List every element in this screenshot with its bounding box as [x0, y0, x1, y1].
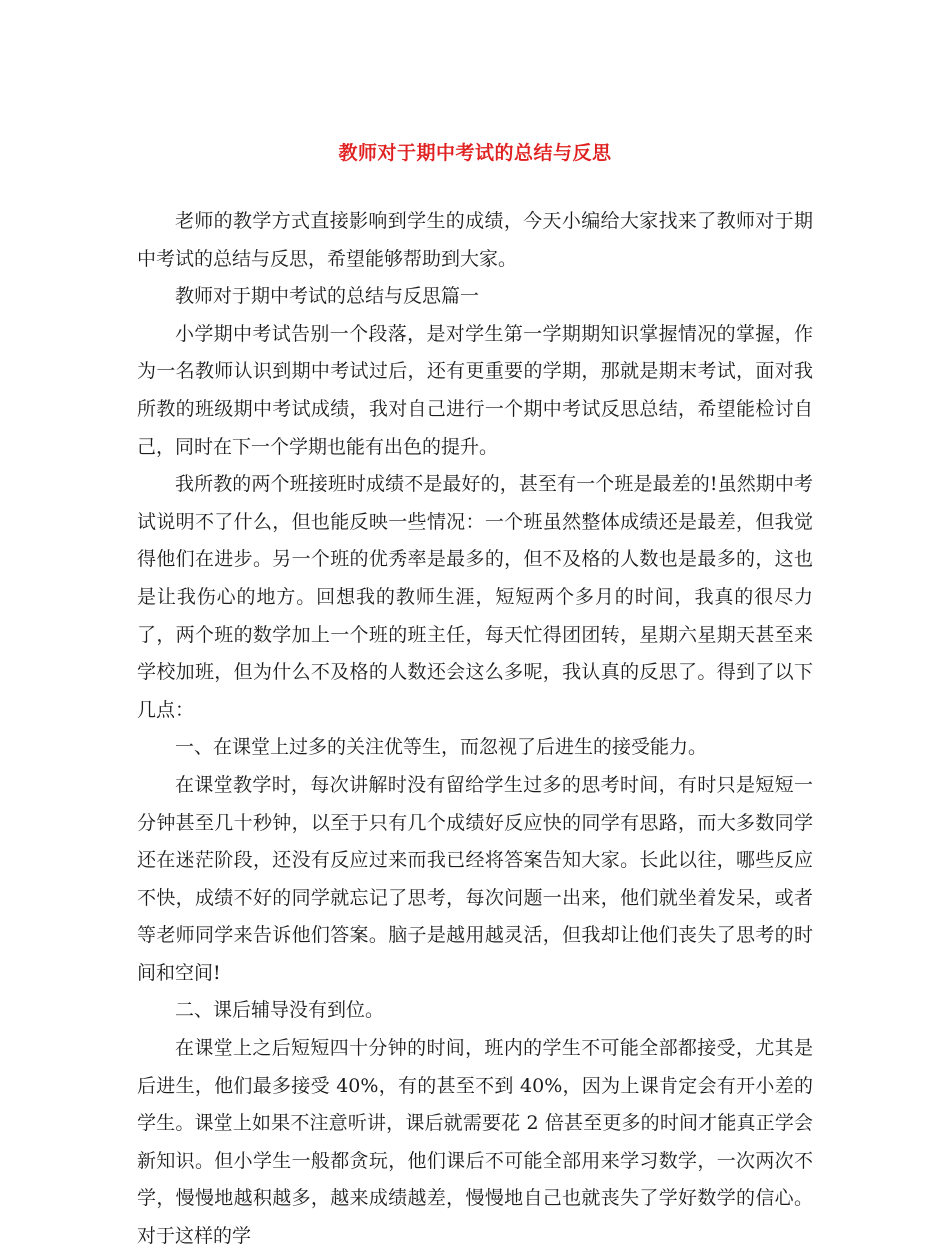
paragraph: 我所教的两个班接班时成绩不是最好的，甚至有一个班是最差的!虽然期中考试说明不了什么，但也能反映一些情况：一个班虽然整体成绩还是最差，但我觉得他们在进步。另一个班的优秀率是最多的，但不及格的人数也是最多的，这也是让我伤心的地方。回想我的教师生涯，短短两个多月的时间，我真的很尽力了，两个班的数学加上一个班的班主任，每天忙得团团转，星期六星期天甚至来学校加班，但为什么不及格的人数还会这么多呢，我认真的反思了。得到了以下几点： [137, 473, 813, 721]
paragraph-section-heading: 教师对于期中考试的总结与反思篇一 [175, 285, 480, 308]
paragraph: 在课堂教学时，每次讲解时没有留给学生过多的思考时间，有时只是短短一分钟甚至几十秒钟，以至于只有几个成绩好反应快的同学有思路，而大多数同学还在迷茫阶段，还没有反应过来而我已经将答案告知大家。长此以往，哪些反应不快，成绩不好的同学就忘记了思考，每次问题一出来，他们就坐着发呆，或者等老师同学来告诉他们答案。脑子是越用越灵活，但我却让他们丧失了思考的时间和空间! [137, 773, 813, 984]
paragraph-intro: 老师的教学方式直接影响到学生的成绩，今天小编给大家找来了教师对于期中考试的总结与反思，希望能够帮助到大家。 [137, 210, 813, 270]
paragraph: 小学期中考试告别一个段落，是对学生第一学期期知识掌握情况的掌握，作为一名教师认识到期中考试过后，还有更重要的学期，那就是期末考试，面对我所教的班级期中考试成绩，我对自己进行一个期中考试反思总结，希望能检讨自己，同时在下一个学期也能有出色的提升。 [137, 322, 813, 458]
paragraph: 在课堂上之后短短四十分钟的时间，班内的学生不可能全部都接受，尤其是后进生，他们最多接受 40%，有的甚至不到 40%，因为上课肯定会有开小差的学生。课堂上如果不注意听讲，课后就需要花 2 倍甚至更多的时间才能真正学会新知识。但小学生一般都贪玩，他们课后不可能全部用来学习数学，一次两次不学，慢慢地越积越多，越来成绩越差，慢慢地自己也就丧失了学好数学的信心。对于这样的学 [137, 1037, 813, 1248]
document-title: 教师对于期中考试的总结与反思 [338, 142, 612, 164]
paragraph-point-heading: 一、在课堂上过多的关注优等生，而忽视了后进生的接受能力。 [175, 736, 708, 759]
paragraph-point-heading: 二、课后辅导没有到位。 [175, 999, 385, 1022]
document-body [137, 203, 813, 1256]
